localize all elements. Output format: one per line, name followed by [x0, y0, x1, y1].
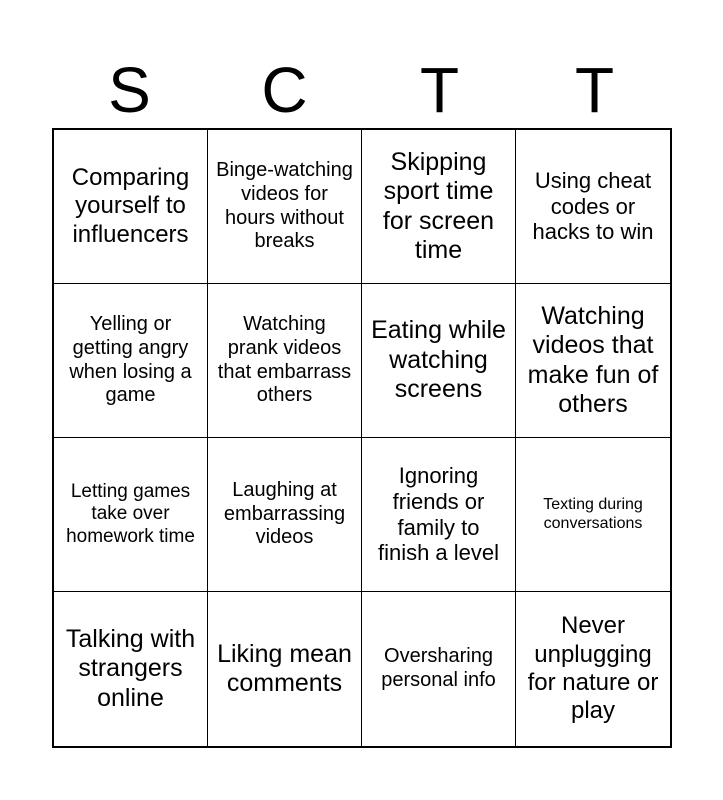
- bingo-cell[interactable]: Comparing yourself to influencers: [54, 130, 208, 284]
- bingo-cell[interactable]: Eating while watching screens: [362, 284, 516, 438]
- bingo-cell[interactable]: Using cheat codes or hacks to win: [516, 130, 670, 284]
- bingo-board: [52, 128, 672, 748]
- bingo-cell[interactable]: Watching prank videos that embarrass others: [208, 284, 362, 438]
- bingo-cell[interactable]: Skipping sport time for screen time: [362, 130, 516, 284]
- bingo-cell[interactable]: Letting games take over homework time: [54, 438, 208, 592]
- bingo-cell[interactable]: Oversharing personal info: [362, 592, 516, 746]
- bingo-cell[interactable]: Laughing at embarrassing videos: [208, 438, 362, 592]
- bingo-cell[interactable]: Binge-watching videos for hours without breaks: [208, 130, 362, 284]
- header-letter: S: [108, 54, 151, 126]
- bingo-cell[interactable]: Never unplugging for nature or play: [527, 612, 659, 725]
- bingo-cell[interactable]: Watching videos that make fun of others: [516, 284, 670, 438]
- bingo-cell[interactable]: Yelling or getting angry when losing a game: [54, 284, 208, 438]
- bingo-header: [52, 52, 672, 128]
- bingo-cell[interactable]: Liking mean comments: [208, 592, 362, 746]
- header-letter: T: [574, 54, 615, 126]
- header-letter: T: [419, 54, 460, 126]
- bingo-cell[interactable]: Talking with strangers online: [54, 592, 208, 746]
- bingo-cell[interactable]: Ignoring friends or family to finish a level: [362, 438, 516, 592]
- header-letter: C: [261, 54, 308, 126]
- bingo-cell[interactable]: Texting during conversations: [516, 438, 670, 592]
